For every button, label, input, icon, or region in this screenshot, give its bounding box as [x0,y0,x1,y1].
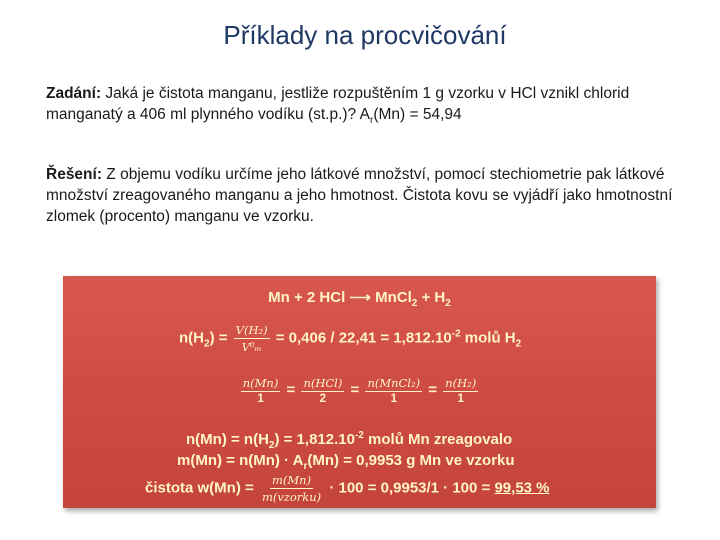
stoich-frac-mncl2 [365,376,422,405]
purity-b: · 100 = 0,9953/1 · 100 = [325,479,495,497]
nMn-b: ) = 1,812.10 [274,431,355,448]
reaction-arrow: ⟶ [349,289,371,306]
reaction-left: Mn + 2 HCl [268,289,350,306]
reaction-right: MnCl [370,289,412,306]
stoich-frac-mn-num: n(Mn) [242,376,279,390]
reaction-sub: 2 [411,298,418,309]
stoich-eq-2: = [350,381,360,399]
nH2-frac-num: V(H₂) [235,323,268,337]
stoich-frac-hcl [301,376,344,405]
stoich-eq-3: = [428,381,438,399]
nMn-a: n(Mn) = n(H [186,431,269,448]
stoich-frac-mn-den: 1 [257,393,264,405]
nH2-rhs: = 0,406 / 22,41 = 1,812.10 [271,329,452,347]
solution-paragraph [46,164,686,227]
stoich-frac-mncl2-den: 1 [390,393,397,405]
purity-a: čistota w(Mn) = [145,479,258,497]
purity-frac-den: m(vzorku) [261,490,322,504]
stoich-frac-mncl2-num: n(MnCl₂) [367,376,421,390]
task-label: Zadání: [46,85,102,102]
stoich-frac-h2-num: n(H₂) [445,376,477,390]
mMn-sub: r [303,461,308,472]
nMn-line [186,430,512,451]
mMn-line [177,452,515,472]
mMn-a: m(Mn) = n(Mn) · A [177,452,304,469]
stoich-frac-h2 [443,376,478,405]
nH2-lhs: n(H [179,329,204,347]
nH2-frac-den: V⁰ₘ [241,340,262,354]
stoich-frac-h2-den: 1 [457,393,464,405]
nH2-fraction [234,323,270,354]
slide-title: Příklady na procvičování [223,20,507,50]
reaction-right-b: + H [417,289,446,306]
task-text: Jaká je čistota manganu, jestliže rozpuštěním 1 g vzorku v HCl vznikl chlorid manganatý a 406 ml plynného vodíku (st.p.)? A [46,85,630,123]
nH2-rhs-sub: 2 [515,338,522,350]
reaction-sub-2: 2 [445,298,451,309]
mMn-b: (Mn) = 0,9953 g Mn ve vzorku [307,452,515,469]
reaction-equation [63,288,656,309]
stoich-frac-mn [241,376,281,405]
nMn-c: molů Mn zreagovalo [363,431,513,448]
stoich-frac-hcl-den: 2 [319,393,327,405]
task-sub: r [369,115,374,127]
nH2-rhs-end: molů H [460,329,516,347]
solution-text: Z objemu vodíku určíme jeho látkové množství, pomocí stechiometrie pak látkové množství zreagovaného manganu a jeho hmotnost. Čistota kovu se vyjádří jako hmotnostní zlomek (procento) manganu ve vzorku. [46,166,673,225]
nH2-lhs-end: ) = [209,329,232,347]
solution-panel [63,276,656,508]
nH2-lhs-sub: 2 [204,338,210,350]
purity-line [145,473,550,504]
purity-result: 99,53 % [494,479,550,497]
nH2-rhs-sup: -2 [451,328,461,340]
task-text-end: (Mn) = 54,94 [373,106,462,123]
purity-frac-num: m(Mn) [272,473,312,487]
nMn-sub: 2 [268,440,275,451]
nMn-sup: -2 [354,430,364,441]
stoichiometry-equation [63,376,656,405]
nH2-equation [179,323,521,354]
stoich-eq-1: = [286,381,296,399]
purity-fraction [260,473,323,504]
task-paragraph [46,83,686,131]
solution-label: Řešení: [46,166,102,183]
stoich-frac-hcl-num: n(HCl) [303,376,343,390]
